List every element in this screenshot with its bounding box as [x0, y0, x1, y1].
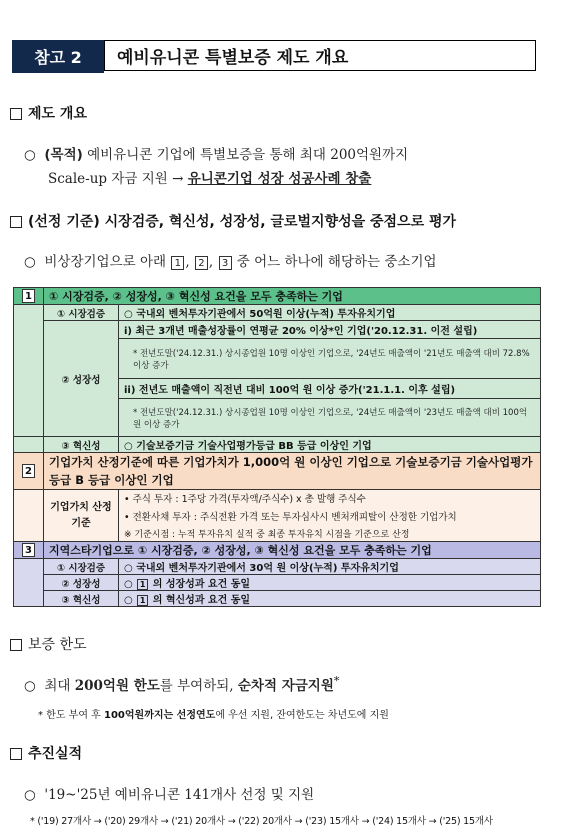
- group-3-innovation-row: ③ 혁신성 ○ 1 의 혁신성과 요건 동일: [14, 591, 541, 607]
- purpose-line-1: ○ (목적) 예비유니콘 기업에 특별보증을 통해 최대 200억원까지: [24, 147, 409, 163]
- limit-note: * 한도 부여 후 100억원까지는 선정연도에 우선 지원, 잔여한도는 차년도에 지원: [38, 710, 389, 721]
- section-results: 추진실적: [10, 743, 82, 763]
- group-1-market-row: ① 시장검증 ○ 국내외 벤처투자기관에서 50억원 이상(누적) 투자유치기업: [14, 305, 541, 321]
- group-1-header: 1 ① 시장검증, ② 성장성, ③ 혁신성 요건을 모두 충족하는 기업: [14, 288, 541, 305]
- page-title: 예비유니콘 특별보증 제도 개요: [104, 40, 536, 71]
- group-3-market-row: ① 시장검증 ○ 국내외 벤처투자기관에서 30억 원 이상(누적) 투자유치기업: [14, 559, 541, 575]
- section-selection: (선정 기준) 시장검증, 혁신성, 성장성, 글로벌지향성을 중점으로 평가: [10, 211, 456, 231]
- group-2-invest-row: 기업가치 산정기준 • 주식 투자 : 1주당 가격(투자액/주식수) x 총 발행 주식수: [14, 490, 541, 506]
- section-overview: 제도 개요: [10, 103, 87, 123]
- selection-subline: ○ 비상장기업으로 아래 1 , 2 , 3 중 어느 하나에 해당하는 중소기업: [24, 254, 437, 270]
- limit-line: ○ 최대 200억원 한도를 부여하되, 순차적 자금지원*: [24, 674, 340, 694]
- checkbox-marker-icon: [10, 216, 22, 228]
- checkbox-marker-icon: [10, 748, 22, 760]
- criteria-table: [13, 287, 541, 607]
- group-1-growth-note-i: * 전년도말('24.12.31.) 상시종업원 10명 이상인 기업으로, '24년도 매출액이 '21년도 매출액 대비 72.8% 이상 증가: [14, 339, 541, 379]
- purpose-line-2: Scale-up 자금 지원 → 유니콘기업 성장 성공사례 창출: [48, 171, 372, 187]
- group-3-header: 3 지역스타기업으로 ① 시장검증, ② 성장성, ③ 혁신성 요건을 모두 충족하는 기업: [14, 542, 541, 559]
- group-2-header: 2 기업가치 산정기준에 따른 기업가치가 1,000억 원 이상인 기업으로 기술보증기금 기술사업평가등급 B 등급 이상인 기업: [14, 453, 541, 490]
- reference-tag: 참고 2: [12, 40, 104, 73]
- checkbox-marker-icon: [10, 108, 22, 120]
- group-1-innovation-row: ③ 혁신성 ○ 기술보증기금 기술사업평가등급 BB 등급 이상인 기업: [14, 437, 541, 453]
- results-line: ○ '19~'25년 예비유니콘 141개사 선정 및 지원: [24, 787, 315, 803]
- group-1-growth-note-ii: * 전년도말('24.12.31.) 상시종업원 10명 이상인 기업으로, '24년도 매출액이 '23년도 매출액 대비 100억 원 이상 증가: [14, 399, 541, 437]
- section-limit: 보증 한도: [10, 634, 87, 654]
- group-2-convert-row: • 전환사채 투자 : 주식전환 가격 또는 투자심사시 벤처캐피탈이 산정한 기업가치: [14, 506, 541, 526]
- checkbox-marker-icon: [10, 639, 22, 651]
- results-note: * ('19) 27개사 → ('20) 29개사 → ('21) 20개사 → ('22) 20개사 → ('23) 15개사 → ('24) 15개사 → ('25) 15개사: [30, 816, 493, 827]
- group-3-growth-row: ② 성장성 ○ 1 의 성장성과 요건 동일: [14, 575, 541, 591]
- group-1-growth-row-i: ② 성장성 i) 최근 3개년 매출성장률이 연평균 20% 이상*인 기업('20.12.31. 이전 설립): [14, 321, 541, 339]
- group-2-note-row: ※ 기준시점 : 누적 투자유치 실적 중 최종 투자유치 시점을 기준으로 산정: [14, 526, 541, 542]
- group-1-growth-row-ii: ii) 전년도 매출액이 직전년 대비 100억 원 이상 증가('21.1.1. 이후 설립): [14, 379, 541, 399]
